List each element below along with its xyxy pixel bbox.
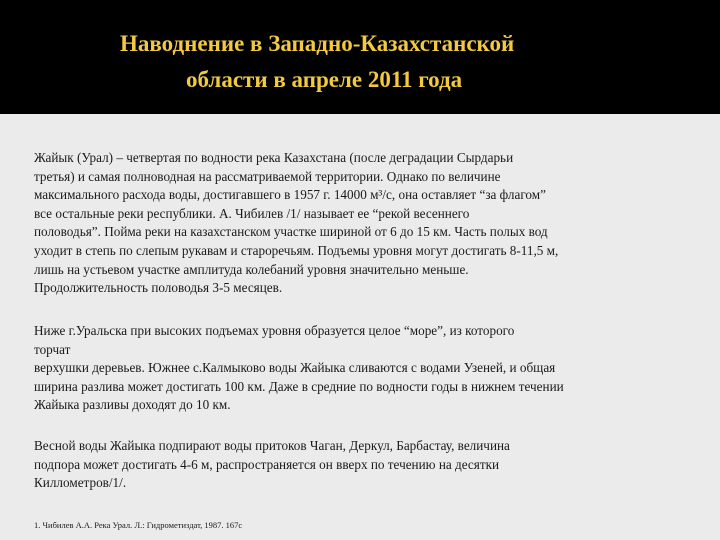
paragraph-flood-extent: Ниже г.Уральска при высоких подъемах уровня образуется целое “море”, из которого торчат верхушки деревьев. Южнее с.Калмыково воды Жайыка сливаются с водами Узеней, и общая ширина разлива может достигать 100 км. Даже в средние по водности годы в нижнем течении Жайыка разливы доходят до 10 км.	[34, 323, 564, 413]
paragraph-tributaries: Весной воды Жайыка подпирают воды притоков Чаган, Деркул, Барбастау, величина подпора может достигать 4-6 м, распространяется он вверх по течению на десятки Киллометров/1/.	[34, 438, 510, 491]
footnote-reference: 1. Чибилев А.А. Река Урал. Л.: Гидрометиздат, 1987. 167с	[34, 520, 243, 530]
paragraph-river-description: Жайык (Урал) – четвертая по водности река Казахстана (после деградации Сырдарьи третья) и самая полноводная на рассматриваемой территории. Однако по величине максимального расхода воды, достигавшего в 1957 г. 14000 м³/с, она оставляет “за флагом” все остальные реки республики. А. Чибилев /1/ называет ее “рекой весеннего половодья”. Пойма реки на казахстанском участке шириной от 6 до 15 км. Часть полых вод уходит в степь по слепым рукавам и староречьям. Подъемы уровня могут достигать 8-11,5 м, лишь на устьевом участке амплитуда колебаний уровня значительно меньше. Продолжительность половодья 3-5 месяцев.	[34, 150, 559, 296]
slide-title-line-2: области в апреле 2011 года	[186, 67, 463, 92]
slide-title-line-1: Наводнение в Западно-Казахстанской	[120, 31, 515, 56]
title-block	[0, 0, 720, 112]
